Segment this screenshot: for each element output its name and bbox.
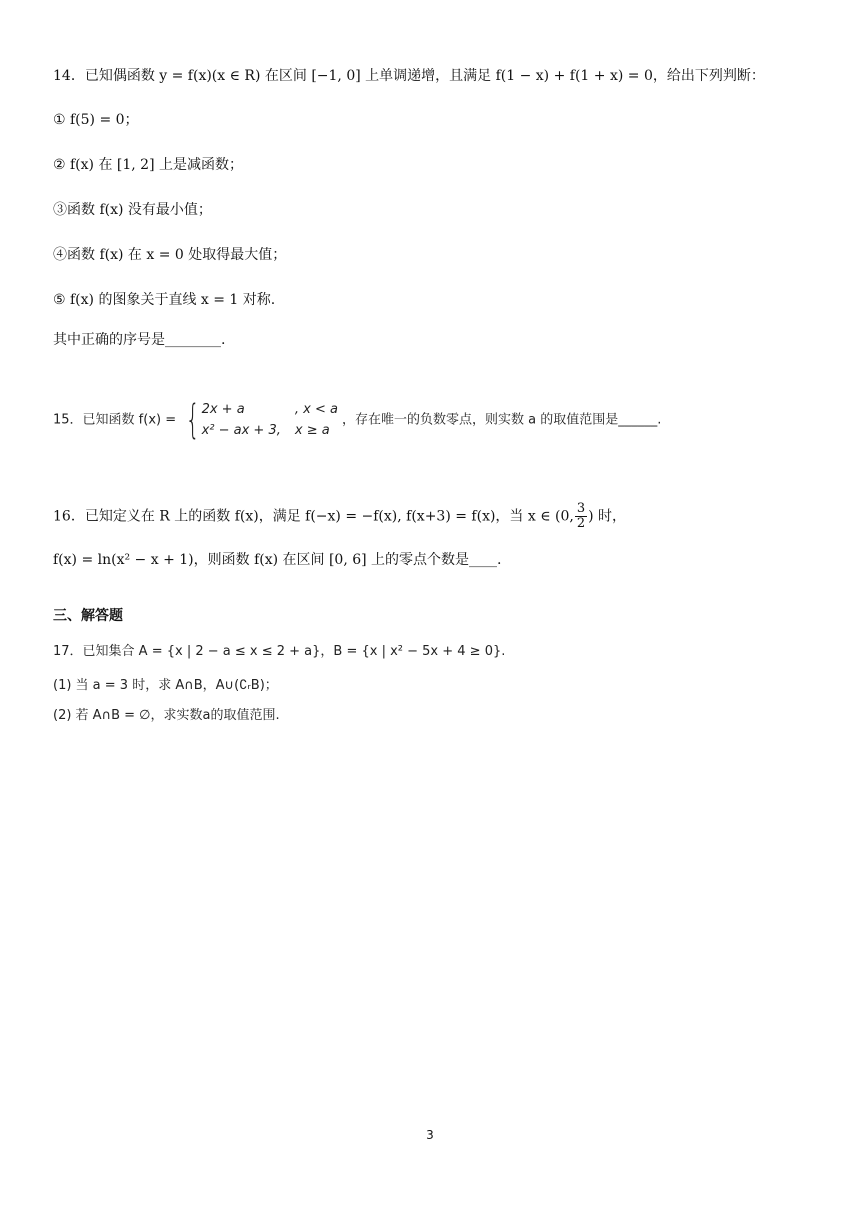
- q14-item-2: ② f(x) 在 [1, 2] 上是减函数；: [53, 157, 243, 173]
- q15-piecewise: [180, 397, 338, 443]
- q15-case1-expr: 2x + a: [201, 402, 245, 417]
- q15-case2-expr: x² − ax + 3,: [201, 423, 281, 438]
- q15-suffix: ，存在唯一的负数零点，则实数 a 的取值范围是______.: [341, 412, 662, 428]
- section-title: 三、解答题: [53, 608, 123, 624]
- q16-line1: [53, 502, 626, 531]
- q14-item-4: ④函数 f(x) 在 x = 0 处取得最大值；: [53, 247, 287, 263]
- q16-line1-b: ) 时，: [588, 508, 627, 525]
- q16-fraction: [575, 502, 587, 531]
- q15-case1-cond: , x < a: [294, 402, 338, 417]
- q14-stem: 14．已知偶函数 y = f(x)(x ∈ R) 在区间 [−1, 0] 上单调递增，且满足 f(1 − x) + f(1 + x) = 0，给出下列判断：: [53, 68, 765, 84]
- q15-prefix: 15．已知函数 f(x) =: [53, 412, 177, 428]
- q16-frac-num: 3: [576, 501, 586, 516]
- q16-frac-den: 2: [576, 516, 586, 531]
- q17-part2: (2) 若 A∩B = ∅，求实数a的取值范围.: [53, 708, 280, 723]
- page-number: 3: [426, 1128, 434, 1142]
- q14-item-3: ③函数 f(x) 没有最小值；: [53, 202, 212, 218]
- q15: [53, 397, 662, 443]
- q15-case2-cond: x ≥ a: [294, 423, 330, 438]
- q17-part1: (1) 当 a = 3 时，求 A∩B，A∪(∁ᵣB)；: [53, 678, 278, 693]
- q17-stem: 17．已知集合 A = {x | 2 − a ≤ x ≤ 2 + a}，B = {x | x² − 5x + 4 ≥ 0}.: [53, 644, 506, 659]
- q14-item-5: ⑤ f(x) 的图象关于直线 x = 1 对称.: [53, 292, 276, 308]
- q14-item-1: ① f(5) = 0；: [53, 112, 139, 128]
- q16-line1-a: 16．已知定义在 R 上的函数 f(x)，满足 f(−x) = −f(x), f(x+3) = f(x)，当 x ∈ (0,: [53, 508, 574, 525]
- q14-ask: 其中正确的序号是________.: [53, 332, 226, 348]
- q16-line2: f(x) = ln(x² − x + 1)，则函数 f(x) 在区间 [0, 6] 上的零点个数是____.: [53, 552, 502, 568]
- brace-icon: {: [185, 397, 200, 443]
